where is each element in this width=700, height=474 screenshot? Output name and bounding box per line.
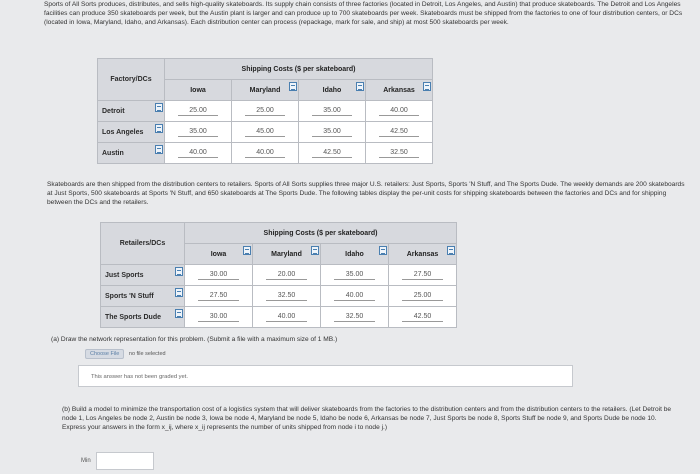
- table-row: [101, 286, 457, 307]
- table1-col-maryland: Maryland: [232, 80, 299, 101]
- table-icon[interactable]: [356, 82, 364, 91]
- table-icon[interactable]: [311, 246, 319, 255]
- row-label: Just Sports: [101, 265, 185, 286]
- cost-cell: 25.00: [245, 107, 286, 116]
- file-upload-row: [85, 349, 166, 359]
- table1-col-iowa: Iowa: [165, 80, 232, 101]
- table-row: [101, 307, 457, 328]
- intro-paragraph: Sports of All Sorts produces, distributes, and sells high-quality skateboards. Its supply chain consists of three factories (located in Detroit, Los Angeles, and Austin) that produce skateboards. The Detroit and Los Angeles facilities can produce 350 skateboards per week, but the Austin plant is larger and can produce up to 700 skateboards per week. Skateboards must be shipped from the factories to one of four distribution centers, or DCs (located in Iowa, Maryland, Idaho, and Arkansas). Each distribution center can process (repackage, mark for sale, and ship) at most 500 skateboards per week.: [44, 1, 683, 26]
- table-icon[interactable]: [243, 246, 251, 255]
- row-label: Los Angeles: [98, 122, 165, 143]
- cost-cell: 20.00: [266, 271, 308, 280]
- row-label: Sports 'N Stuff: [101, 286, 185, 307]
- min-objective-input[interactable]: [96, 452, 154, 470]
- cost-cell: 40.00: [266, 313, 308, 322]
- table1-col-arkansas: Arkansas: [366, 80, 433, 101]
- table-row: [98, 122, 433, 143]
- table2-col-arkansas: Arkansas: [389, 244, 457, 265]
- retailer-dc-cost-table: [100, 222, 457, 328]
- table-icon[interactable]: [447, 246, 455, 255]
- table2-group-header: Shipping Costs ($ per skateboard): [185, 223, 457, 244]
- cost-cell: 40.00: [245, 149, 286, 158]
- table2-col-maryland: Maryland: [253, 244, 321, 265]
- file-status: no file selected: [128, 351, 166, 357]
- cost-cell: 35.00: [178, 128, 219, 137]
- cost-cell: 35.00: [334, 271, 376, 280]
- cost-cell: 32.50: [334, 313, 376, 322]
- row-label: Austin: [98, 143, 165, 164]
- cost-cell: 35.00: [312, 107, 353, 116]
- table2-col-iowa: Iowa: [185, 244, 253, 265]
- table-icon[interactable]: [155, 124, 163, 133]
- cost-cell: 25.00: [402, 292, 444, 301]
- cost-cell: 42.50: [379, 128, 420, 137]
- cost-cell: 40.00: [178, 149, 219, 158]
- table1-col-idaho: Idaho: [299, 80, 366, 101]
- table-icon[interactable]: [175, 267, 183, 276]
- factory-dc-cost-table: [97, 58, 433, 164]
- table-row: [98, 143, 433, 164]
- table2-corner-header: Retailers/DCs: [101, 223, 185, 265]
- middle-paragraph: Skateboards are then shipped from the distribution centers to retailers. Sports of All Sorts supplies three major U.S. retailers: Just Sports, Sports 'N Stuff, and The Sports Dude. The weekly demands are 200 skateboards at Just Sports, 500 skateboards at Sports 'N Stuff, and 650 skateboards at The Sports Dude. The following tables display the per-unit costs for shipping skateboards between the factories and DCs and for shipping between the DCs and the retailers.: [47, 181, 685, 206]
- answer-status-box: This answer has not been graded yet.: [78, 365, 573, 387]
- cost-cell: 27.50: [402, 271, 444, 280]
- cost-cell: 45.00: [245, 128, 286, 137]
- row-label: The Sports Dude: [101, 307, 185, 328]
- min-label: Min: [81, 458, 91, 464]
- cost-cell: 27.50: [198, 292, 240, 301]
- table-icon[interactable]: [175, 288, 183, 297]
- cost-cell: 42.50: [402, 313, 444, 322]
- row-label: Detroit: [98, 101, 165, 122]
- table-icon[interactable]: [423, 82, 431, 91]
- cost-cell: 32.50: [379, 149, 420, 158]
- table-icon[interactable]: [289, 82, 297, 91]
- cost-cell: 32.50: [266, 292, 308, 301]
- table2-col-idaho: Idaho: [321, 244, 389, 265]
- cost-cell: 30.00: [198, 271, 240, 280]
- question-a: (a) Draw the network representation for this problem. (Submit a file with a maximum size of 1 MB.): [51, 336, 338, 343]
- table1-corner-header: Factory/DCs: [98, 59, 165, 101]
- cost-cell: 25.00: [178, 107, 219, 116]
- table-icon[interactable]: [379, 246, 387, 255]
- question-b: (b) Build a model to minimize the transportation cost of a logistics system that will deliver skateboards from the factories to the distribution centers and from the distribution centers to the retailers. (Let Detroit be node 1, Los Angeles be node 2, Austin be node 3, Iowa be node 4, Maryland be node 5, Idaho be node 6, Arkansas be node 7, Just Sports be node 8, Sports Stuff be node 9, and Sports Dude be node 10. Express your answers in the form x_ij, where x_ij represents the number of units shipped from node i to node j.): [62, 406, 672, 431]
- table-row: [98, 101, 433, 122]
- cost-cell: 35.00: [312, 128, 353, 137]
- cost-cell: 42.50: [312, 149, 353, 158]
- choose-file-button[interactable]: Choose File: [85, 349, 124, 359]
- table-icon[interactable]: [155, 103, 163, 112]
- cost-cell: 40.00: [334, 292, 376, 301]
- cost-cell: 30.00: [198, 313, 240, 322]
- table-icon[interactable]: [155, 145, 163, 154]
- cost-cell: 40.00: [379, 107, 420, 116]
- table1-group-header: Shipping Costs ($ per skateboard): [165, 59, 433, 80]
- table-row: [101, 265, 457, 286]
- table-icon[interactable]: [175, 309, 183, 318]
